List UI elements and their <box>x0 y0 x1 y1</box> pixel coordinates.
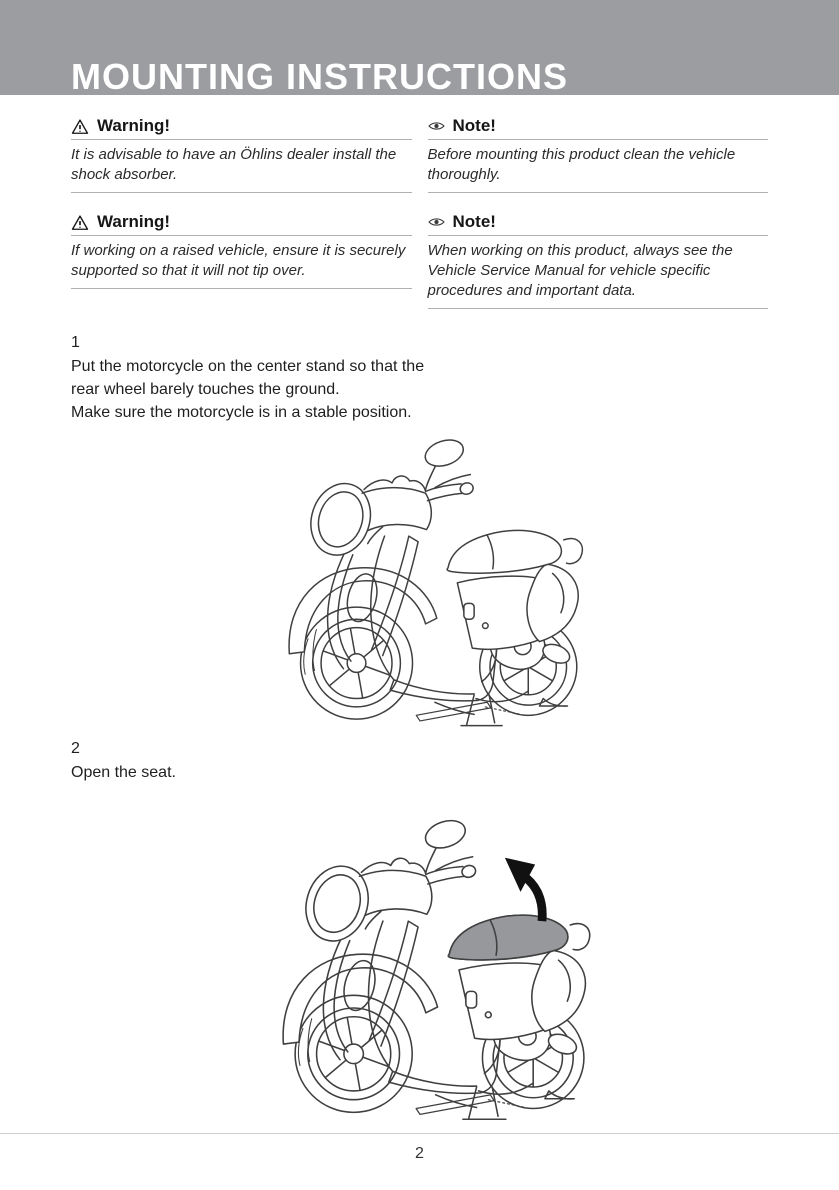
step-text-line: Open the seat. <box>71 764 176 781</box>
step-1 <box>71 333 768 424</box>
warning-heading <box>71 116 412 140</box>
scooter-illustration-step-2 <box>244 806 596 1128</box>
scooter-line-art <box>252 426 588 734</box>
step-text-line: rear wheel barely touches the ground. <box>71 381 340 398</box>
warning-label: Warning! <box>97 212 171 231</box>
footer-divider <box>0 1133 839 1134</box>
note-heading <box>428 116 769 140</box>
step-number: 1 <box>71 334 80 351</box>
scooter-illustration-step-1 <box>252 426 588 734</box>
warning-triangle-icon <box>71 118 89 135</box>
warning-text: It is advisable to have an Öhlins dealer install the shock absorber. <box>71 140 412 193</box>
note-block-2 <box>428 212 769 309</box>
warning-triangle-icon <box>71 214 89 231</box>
note-text: When working on this product, always see the Vehicle Service Manual for vehicle specific procedures and important data. <box>428 236 769 309</box>
note-label: Note! <box>452 116 496 135</box>
note-heading <box>428 212 769 236</box>
page-content <box>0 116 839 1128</box>
page-number: 2 <box>415 1145 424 1162</box>
warning-text: If working on a raised vehicle, ensure it is securely supported so that it will not tip over. <box>71 236 412 289</box>
page-title: MOUNTING INSTRUCTIONS <box>71 55 568 97</box>
warning-label: Warning! <box>97 116 171 135</box>
note-label: Note! <box>452 212 496 231</box>
warnings-column <box>71 116 412 328</box>
step-number: 2 <box>71 740 80 757</box>
scooter-line-art-with-arrow <box>244 806 596 1128</box>
note-text: Before mounting this product clean the vehicle thoroughly. <box>428 140 769 193</box>
eye-icon <box>428 120 445 132</box>
eye-icon <box>428 216 445 228</box>
warning-heading <box>71 212 412 236</box>
step-text-line: Put the motorcycle on the center stand so that the <box>71 358 425 375</box>
step-2 <box>71 739 768 784</box>
notes-column <box>428 116 769 328</box>
open-seat-arrow <box>504 858 541 921</box>
warning-block-1 <box>71 116 412 193</box>
note-block-1 <box>428 116 769 193</box>
step-text-line: Make sure the motorcycle is in a stable position. <box>71 404 412 421</box>
callout-columns <box>71 116 768 328</box>
header-banner <box>0 0 839 95</box>
warning-block-2 <box>71 212 412 289</box>
